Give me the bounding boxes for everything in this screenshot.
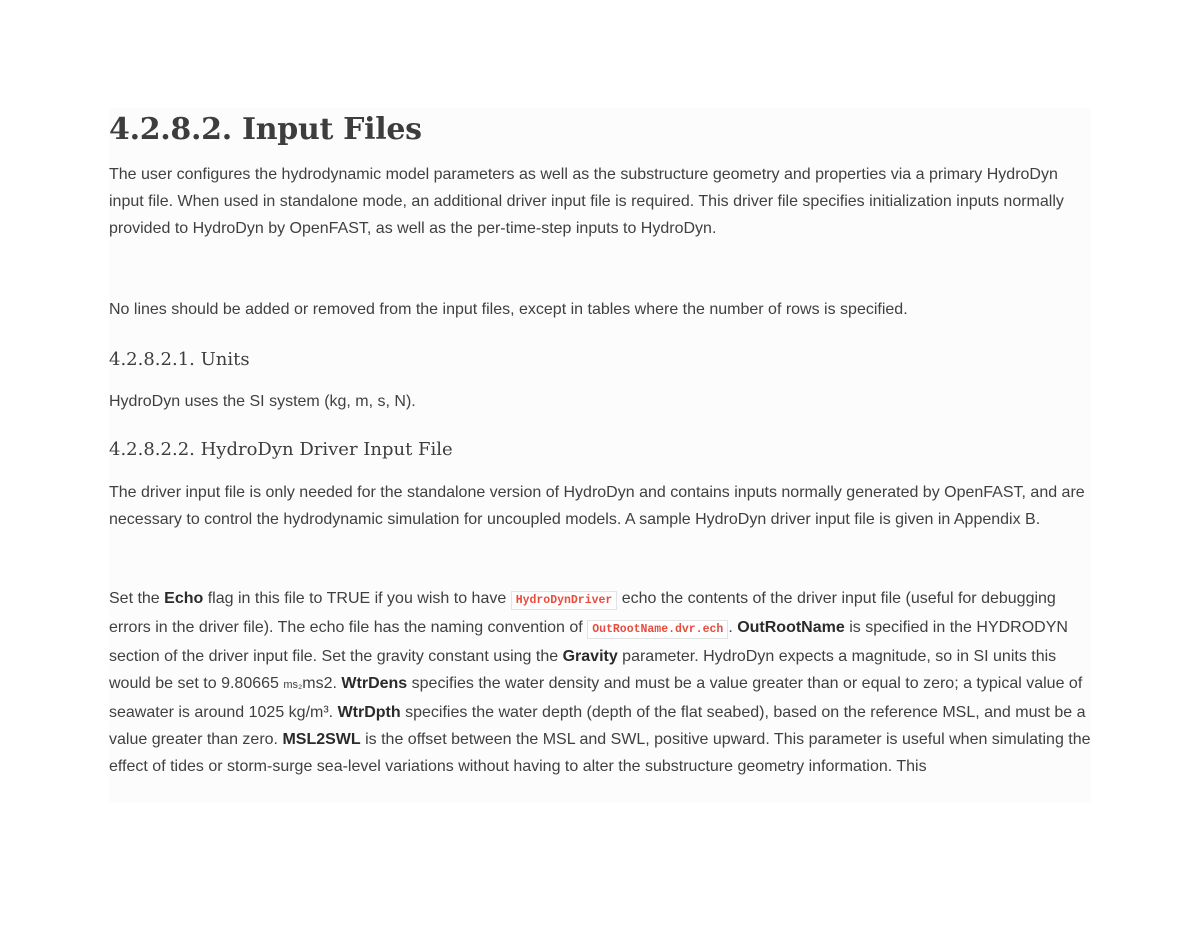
text-segment: . [728, 619, 738, 636]
text-segment: parameter. HydroDyn expects a magnitude, so in SI units this would be set to 9.80665 [109, 648, 1057, 692]
units-heading: 4.2.8.2.1. Units [109, 349, 250, 370]
gravity-term: Gravity [562, 648, 618, 665]
units-paragraph: HydroDyn uses the SI system (kg, m, s, N). [109, 393, 416, 410]
echo-term: Echo [164, 590, 204, 607]
outrootname-term: OutRootName [737, 619, 845, 636]
text-segment: . [332, 675, 342, 692]
driver-intro-paragraph: The driver input file is only needed for the standalone version of HydroDyn and contains inputs normally generated by OpenFAST, and are necessary to control the hydrodynamic simulation for uncoupled models. A sample HydroDyn driver input file is given in Appendix B. [109, 484, 1085, 528]
gravity-unit-text: ms2 [302, 675, 333, 692]
hydrodyndriver-code: HydroDynDriver [511, 591, 618, 610]
text-segment: specifies the water density and must be a value greater than or equal to zero; a typical value of seawater is around 1025 kg/m³. [109, 675, 1083, 721]
driver-echo-paragraph [109, 585, 1091, 780]
wtrdpth-term: WtrDpth [337, 704, 401, 721]
page-title: 4.2.8.2. Input Files [109, 112, 422, 147]
document-page [109, 108, 1091, 802]
intro-paragraph: The user configures the hydrodynamic model parameters as well as the substructure geometry and properties via a primary HydroDyn input file. When used in standalone mode, an additional driver input file is required. This driver file specifies initialization inputs normally provided to HydroDyn by OpenFAST, as well as the per-time-step inputs to HydroDyn. [109, 166, 1064, 237]
text-segment: flag in this file to TRUE if you wish to have [203, 590, 511, 607]
gravity-unit-math: ms₂ [283, 679, 303, 691]
text-segment: echo the contents of the driver input file (useful for debugging errors in the driver file). The echo file has the naming convention of [109, 590, 1056, 636]
msl2swl-term: MSL2SWL [282, 731, 361, 748]
text-segment: is the offset between the MSL and SWL, positive upward. This parameter is useful when simulating the effect of tides or storm-surge sea-level variations without having to alter the substructure geometry information. This [109, 731, 1091, 775]
wtrdens-term: WtrDens [341, 675, 408, 692]
text-segment: specifies the water depth (depth of the flat seabed), based on the reference MSL, and must be a value greater than zero. [109, 704, 1086, 748]
input-lines-note: No lines should be added or removed from the input files, except in tables where the number of rows is specified. [109, 301, 908, 318]
text-segment: is specified in the HYDRODYN section of the driver input file. Set the gravity constant using the [109, 619, 1068, 665]
driver-input-heading: 4.2.8.2.2. HydroDyn Driver Input File [109, 439, 453, 460]
text-segment: Set the [109, 590, 165, 607]
outrootname-ech-code: OutRootName.dvr.ech [587, 620, 728, 639]
